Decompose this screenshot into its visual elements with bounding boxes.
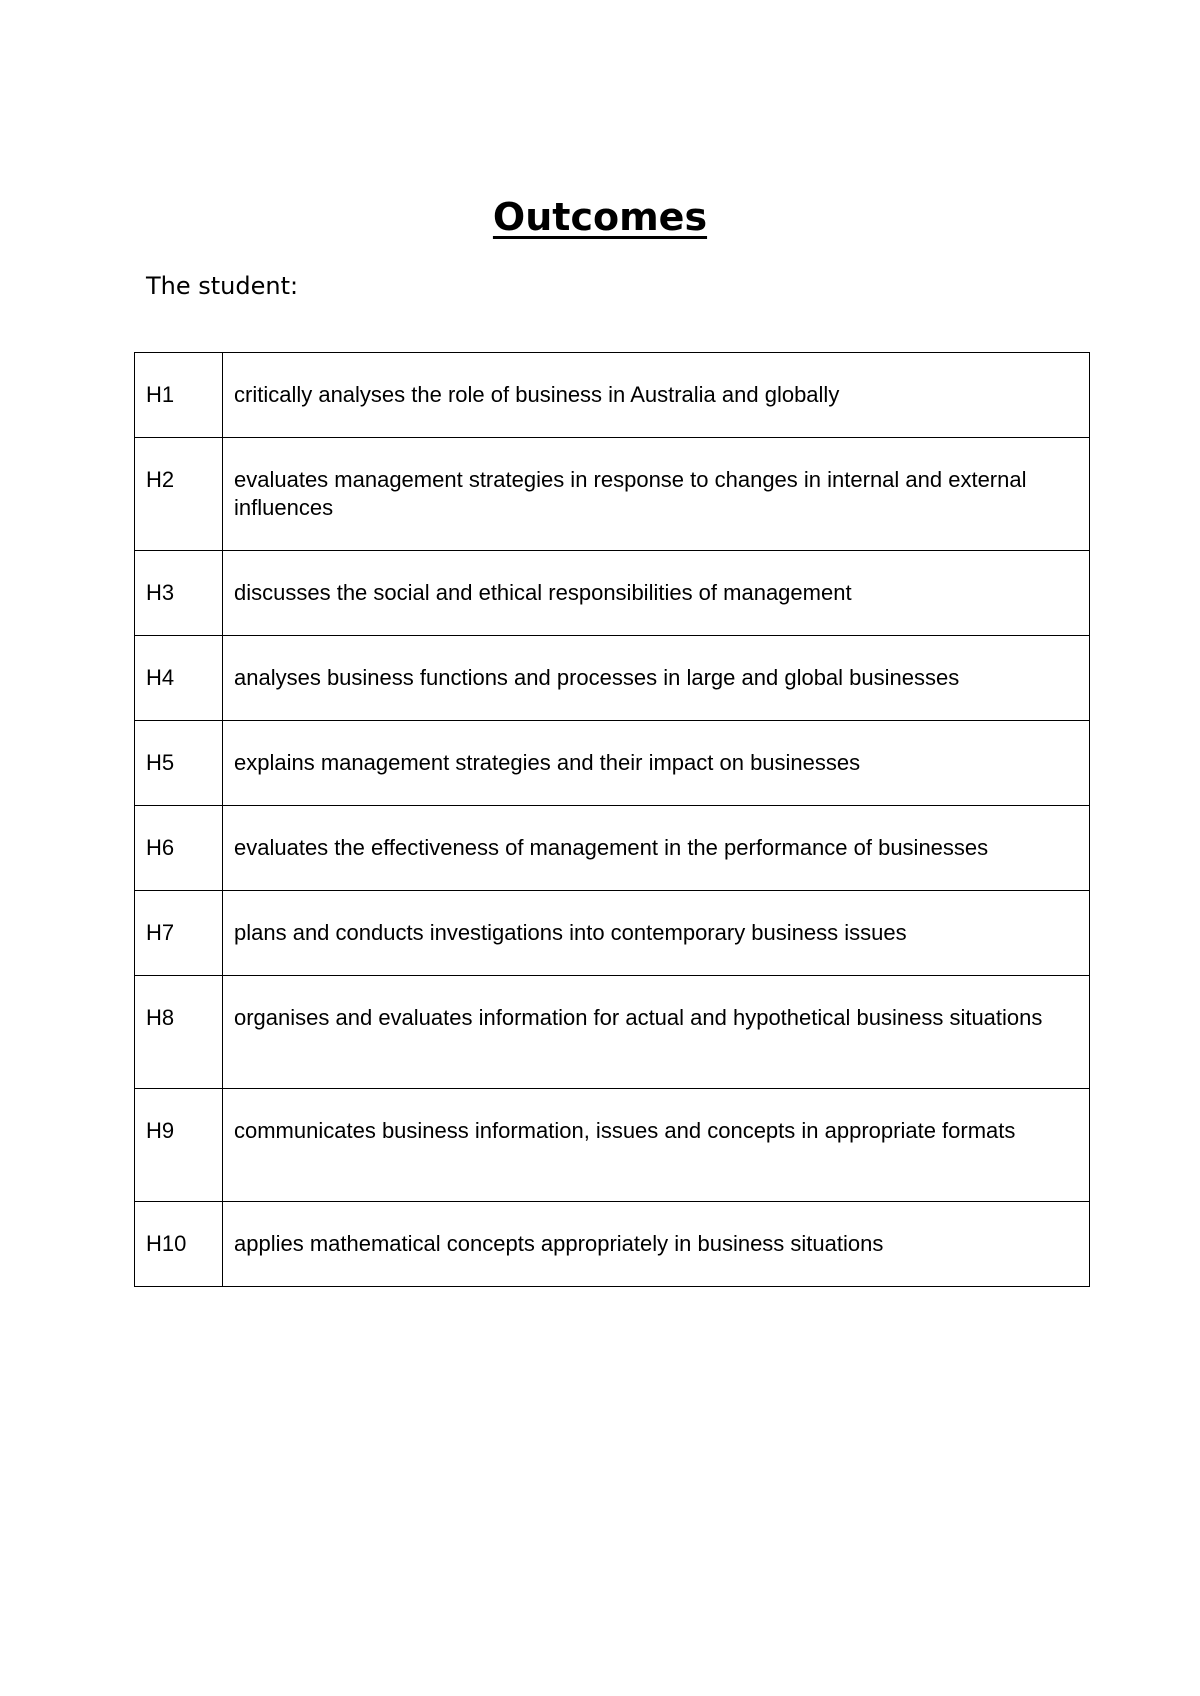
outcome-description: plans and conducts investigations into contemporary business issues [223,891,1090,976]
outcome-code: H2 [135,438,223,551]
outcome-description: communicates business information, issues and concepts in appropriate formats [223,1089,1090,1202]
outcome-description: evaluates management strategies in response to changes in internal and external influences [223,438,1090,551]
page-title: Outcomes [492,195,708,239]
outcome-description: discusses the social and ethical responsibilities of management [223,551,1090,636]
outcome-description: critically analyses the role of business in Australia and globally [223,353,1090,438]
table-row [135,806,1090,891]
intro-text: The student: [146,272,299,300]
table-row [135,353,1090,438]
outcomes-table [134,352,1090,1287]
outcome-code: H4 [135,636,223,721]
table-row [135,976,1090,1089]
table-row [135,891,1090,976]
outcome-code: H5 [135,721,223,806]
outcome-code: H6 [135,806,223,891]
outcome-code: H9 [135,1089,223,1202]
outcome-code: H1 [135,353,223,438]
table-row [135,721,1090,806]
outcome-description: analyses business functions and processes in large and global businesses [223,636,1090,721]
outcome-description: evaluates the effectiveness of management in the performance of businesses [223,806,1090,891]
outcome-code: H7 [135,891,223,976]
outcome-code: H8 [135,976,223,1089]
outcome-description: applies mathematical concepts appropriately in business situations [223,1202,1090,1287]
table-row [135,1089,1090,1202]
outcome-code: H3 [135,551,223,636]
outcome-description: organises and evaluates information for actual and hypothetical business situations [223,976,1090,1089]
table-row [135,1202,1090,1287]
outcome-code: H10 [135,1202,223,1287]
table-row [135,551,1090,636]
outcome-description: explains management strategies and their impact on businesses [223,721,1090,806]
table-row [135,438,1090,551]
table-row [135,636,1090,721]
